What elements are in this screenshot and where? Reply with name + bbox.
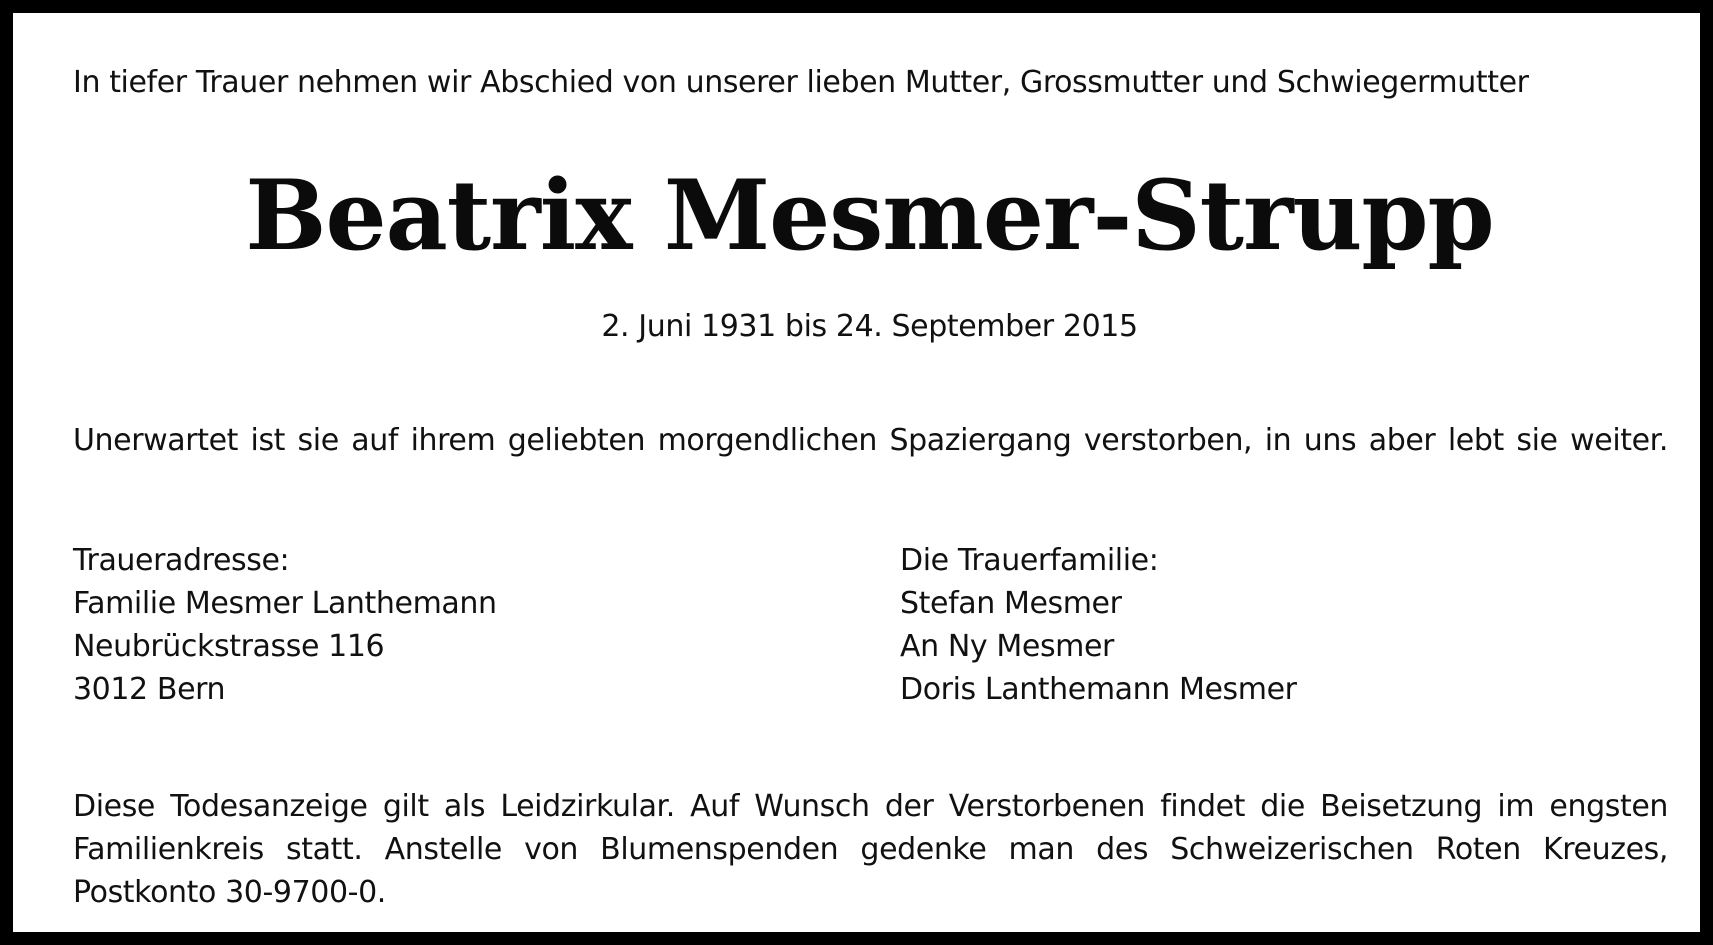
family-heading: Die Trauerfamilie: — [900, 543, 1159, 578]
intro-text: In tiefer Trauer nehmen wir Abschied von unserer lieben Mutter, Grossmutter und Schwiegermutter — [73, 65, 1529, 100]
address-line: Neubrückstrasse 116 — [73, 629, 385, 664]
deceased-name: Beatrix Mesmer-Strupp — [245, 159, 1494, 272]
family-member: An Ny Mesmer — [900, 629, 1114, 664]
address-line: Familie Mesmer Lanthemann — [73, 586, 497, 621]
mourning-family — [900, 539, 1297, 711]
closing-paragraph: Diese Todesanzeige gilt als Leidzirkular. Auf Wunsch der Verstorbenen findet die Beisetzung im engsten Familienkreis statt. Anstelle von Blumenspenden gedenke man des Schweizerischen Roten Kreuzes, Postkonto 30-9700-0. — [73, 789, 1668, 910]
address-line: 3012 Bern — [73, 672, 226, 707]
family-member: Doris Lanthemann Mesmer — [900, 672, 1297, 707]
life-dates: 2. Juni 1931 bis 24. September 2015 — [601, 309, 1138, 344]
family-member: Stefan Mesmer — [900, 586, 1122, 621]
farewell-message: Unerwartet ist sie auf ihrem geliebten morgendlichen Spaziergang verstorben, in uns aber lebt sie weiter. — [73, 423, 1668, 458]
address-heading: Traueradresse: — [73, 543, 290, 578]
mourning-address — [73, 539, 497, 711]
